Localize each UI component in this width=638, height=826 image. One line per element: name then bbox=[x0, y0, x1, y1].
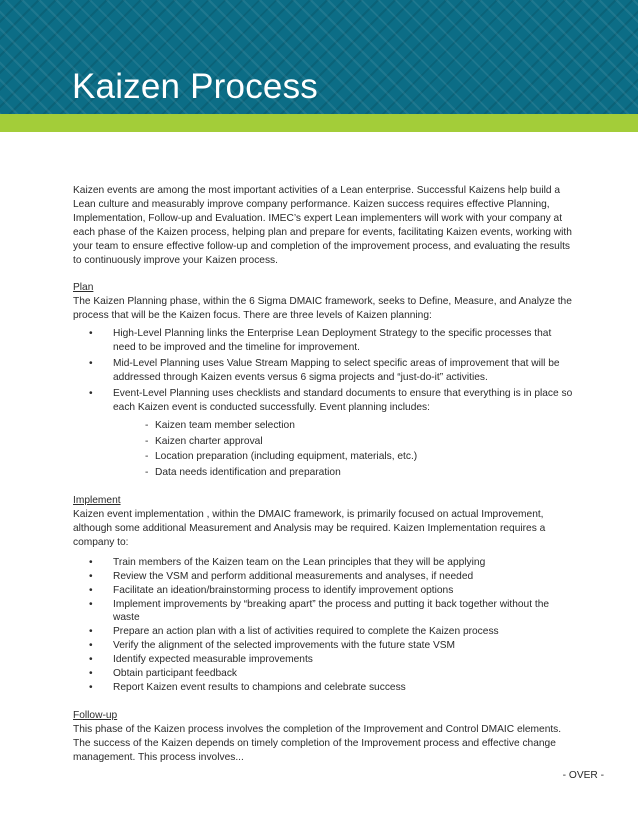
list-item-text: Mid-Level Planning uses Value Stream Mapping to select specific areas of improvement that will be addressed through Kaizen events versus 6 sigma projects and “just-do-it” activities. bbox=[113, 357, 560, 383]
dash-icon: - bbox=[145, 467, 149, 479]
bullet-icon: • bbox=[89, 640, 93, 652]
document-body bbox=[73, 184, 573, 765]
dash-icon: - bbox=[145, 451, 149, 463]
intro-paragraph: Kaizen events are among the most important activities of a Lean enterprise. Successful Kaizens help build a Lean culture and measurably improve company performance. Kaizen success requires effective Planning, Implementation, Follow-up and Evaluation. IMEC’s expert Lean implementers will work with your company at each phase of the Kaizen process, helping plan and prepare for events, facilitating Kaizen events, working with your team to ensure effective follow-up and completion of the improvement process, and evaluating the results to continuously improve your Kaizen process. bbox=[73, 185, 572, 266]
list-item-text: Train members of the Kaizen team on the Lean principles that they will be applying bbox=[113, 556, 486, 568]
sublist-item-text: Location preparation (including equipment, materials, etc.) bbox=[155, 451, 418, 463]
header-banner bbox=[0, 0, 638, 132]
list-item bbox=[73, 584, 573, 598]
list-item bbox=[73, 556, 573, 570]
sublist-item bbox=[73, 466, 573, 480]
bullet-icon: • bbox=[89, 598, 93, 610]
plan-section bbox=[73, 281, 573, 480]
sublist-item-text: Kaizen team member selection bbox=[155, 419, 295, 431]
plan-body: The Kaizen Planning phase, within the 6 Sigma DMAIC framework, seeks to Define, Measure, and Analyze the process that will be the Kaizen focus. There are three levels of Kaizen planning: bbox=[73, 296, 572, 322]
list-item bbox=[73, 327, 573, 355]
plan-bullet-list bbox=[73, 327, 573, 480]
bullet-icon: • bbox=[89, 556, 93, 568]
over-indicator: - OVER - bbox=[562, 770, 604, 781]
bullet-icon: • bbox=[89, 387, 93, 399]
list-item-text: Event-Level Planning uses checklists and standard documents to ensure that everything is in place so each Kaizen event is conducted successfully. Event planning includes: bbox=[113, 387, 573, 413]
page-title: Kaizen Process bbox=[72, 67, 318, 106]
list-item-text: Identify expected measurable improvements bbox=[113, 654, 313, 666]
list-item bbox=[73, 653, 573, 667]
sublist-item-text: Kaizen charter approval bbox=[155, 435, 263, 447]
event-planning-sublist bbox=[73, 419, 573, 481]
list-item bbox=[73, 357, 573, 385]
list-item-text: Report Kaizen event results to champions and celebrate success bbox=[113, 682, 406, 693]
implement-heading: Implement bbox=[73, 495, 121, 507]
implement-section bbox=[73, 494, 573, 695]
bullet-icon: • bbox=[89, 570, 93, 582]
list-item bbox=[73, 387, 573, 480]
followup-heading: Follow-up bbox=[73, 709, 118, 721]
bullet-icon: • bbox=[89, 668, 93, 680]
bullet-icon: • bbox=[89, 584, 93, 596]
list-item-text: Facilitate an ideation/brainstorming process to identify improvement options bbox=[113, 584, 454, 596]
dash-icon: - bbox=[145, 435, 149, 447]
bullet-icon: • bbox=[89, 626, 93, 638]
dash-icon: - bbox=[145, 419, 149, 431]
list-item bbox=[73, 681, 573, 695]
list-item bbox=[73, 667, 573, 681]
plan-heading: Plan bbox=[73, 282, 94, 294]
list-item-text: Prepare an action plan with a list of activities required to complete the Kaizen process bbox=[113, 626, 499, 638]
accent-bar bbox=[0, 114, 638, 132]
followup-section bbox=[73, 709, 573, 765]
implement-bullet-list bbox=[73, 556, 573, 695]
list-item-text: Verify the alignment of the selected improvements with the future state VSM bbox=[113, 640, 456, 652]
list-item-text: High-Level Planning links the Enterprise Lean Deployment Strategy to the specific processes that need to be improved and the timeline for improvement. bbox=[113, 328, 552, 354]
list-item-text: Obtain participant feedback bbox=[113, 668, 238, 680]
list-item bbox=[73, 598, 573, 626]
sublist-item bbox=[73, 435, 573, 449]
list-item bbox=[73, 625, 573, 639]
sublist-item-text: Data needs identification and preparation bbox=[155, 467, 341, 479]
list-item-text: Review the VSM and perform additional measurements and analyses, if needed bbox=[113, 570, 474, 582]
list-item-text: Implement improvements by “breaking apart” the process and putting it back together without the waste bbox=[113, 598, 550, 624]
implement-body: Kaizen event implementation , within the DMAIC framework, is primarily focused on actual Improvement, although some additional Measurement and Analysis may be required. Kaizen Implementation requires a company to: bbox=[73, 509, 546, 548]
followup-body: This phase of the Kaizen process involves the completion of the Improvement and Control DMAIC elements. The success of the Kaizen depends on timely completion of the Improvement process and effective change management. This process involves... bbox=[73, 723, 562, 763]
list-item bbox=[73, 570, 573, 584]
bullet-icon: • bbox=[89, 328, 93, 340]
bullet-icon: • bbox=[89, 654, 93, 666]
bullet-icon: • bbox=[89, 682, 93, 693]
bullet-icon: • bbox=[89, 357, 93, 369]
list-item bbox=[73, 639, 573, 653]
sublist-item bbox=[73, 450, 573, 464]
sublist-item bbox=[73, 419, 573, 433]
